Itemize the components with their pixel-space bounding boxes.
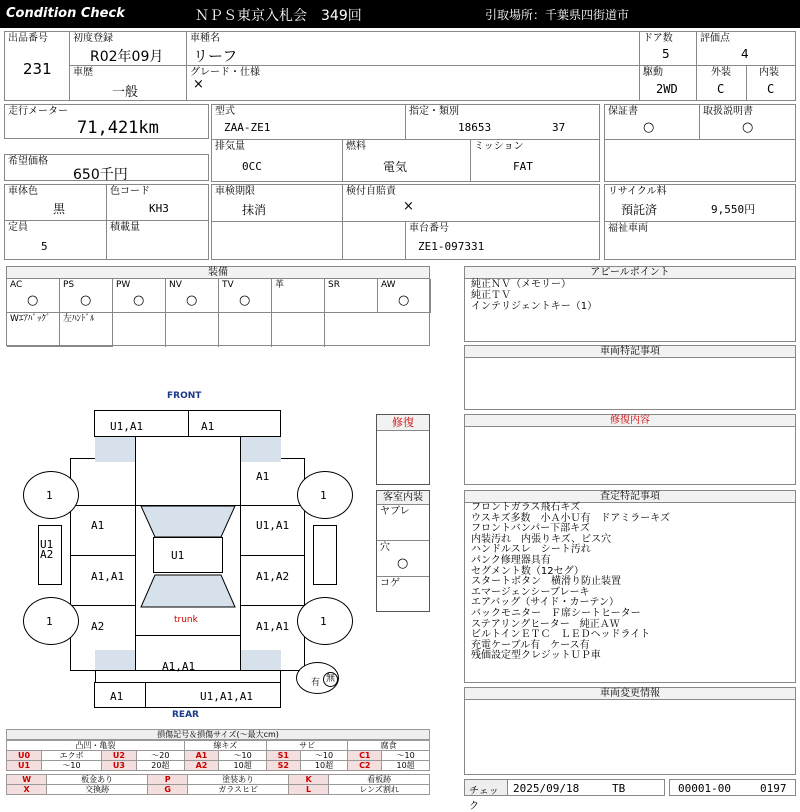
legend-code: G [147, 785, 187, 795]
equipment-item [60, 279, 113, 313]
inspection-note-line: 充電ケーブル有 ケース有 [471, 639, 590, 651]
model-cell [211, 104, 406, 140]
damage-left-sill: U1 A2 [40, 538, 54, 561]
damage-hood: A1 [256, 470, 270, 483]
inspection-note-line: エマージェンシーブレーキ [471, 586, 590, 598]
history-label: 車歴 [73, 67, 93, 78]
insurance-cell [342, 184, 600, 222]
exterior-value: C [717, 82, 725, 96]
odometer-label: 走行メーター [8, 106, 68, 117]
code1: 00001-00 [678, 782, 731, 795]
interior-item [377, 541, 429, 577]
equipment-item-mark: ○ [133, 293, 145, 308]
equipment-item [166, 279, 219, 313]
damage-left-front-door: A1,A1 [91, 570, 125, 583]
equipment-item-mark: ○ [239, 293, 251, 308]
legend-desc: 看板跡 [329, 775, 430, 785]
interior-item-label: コゲ [380, 578, 400, 589]
car-name-cell [186, 31, 640, 66]
legend-desc: レンズ割れ [329, 785, 430, 795]
damage-trunk-lid: A1,A1 [162, 660, 196, 673]
model-label: 型式 [215, 106, 235, 117]
interior-label: 内装 [759, 67, 779, 78]
inspection-notes-lines [471, 503, 670, 662]
equipment-item-label: NV [169, 280, 182, 290]
grade-label: グレード・仕様 [190, 67, 260, 78]
legend-group: 腐食 [348, 741, 430, 751]
damage-front-bumper-left: U1,A1 [110, 420, 144, 433]
rating-cell [696, 31, 796, 66]
inspection-note-line: ハンドルスレ シート汚れ [471, 544, 591, 556]
legend-code: L [288, 785, 328, 795]
damage-tire-fr: 1 [320, 489, 327, 502]
equipment-item [7, 279, 60, 313]
odometer-value: 71,421km [77, 118, 159, 138]
equipment-empty-cell [272, 313, 325, 347]
appeal-lines [471, 279, 597, 312]
manual-label: 取扱説明書 [703, 106, 753, 117]
inspection-note-line: 内装汚れ 内張りキズ、ビス穴 [471, 533, 612, 545]
equipment-item-label: AW [381, 280, 396, 290]
code-cell [669, 779, 796, 796]
grade-cell [186, 65, 640, 101]
appeal-line: インテリジェントキー（1） [471, 301, 598, 312]
legend-desc: 10超 [219, 761, 267, 771]
header-bar [0, 0, 800, 28]
equipment-empty-cell [113, 313, 166, 347]
inspection-note-line: ステアリングヒーター 純正ＡＷ [471, 618, 620, 630]
warranty-cell [604, 104, 700, 140]
legend-desc: 〜10 [300, 751, 348, 761]
legend-code: U1 [7, 761, 42, 771]
appeal-section [464, 266, 796, 342]
car-name-value: リーフ [193, 47, 238, 65]
check-label: チェック [469, 786, 499, 812]
inspection-note-line: ビルトインＥＴＣ ＬＥＤヘッドライト [471, 629, 651, 641]
first-registration-cell [69, 31, 187, 66]
appeal-line: 純正ＴＶ [471, 290, 511, 301]
color-code-cell [106, 184, 209, 221]
legend-code: C2 [348, 761, 382, 771]
load-capacity-cell [106, 220, 209, 260]
equipment-item-label: 革 [275, 280, 285, 290]
recycle-status: 預託済 [621, 203, 658, 217]
drive-cell [639, 65, 697, 101]
body-color-cell [4, 184, 107, 221]
displacement-cell [211, 139, 343, 182]
damage-right-rear-door: A1,A1 [256, 620, 290, 633]
equipment-item-mark: ○ [27, 293, 39, 308]
equipment-item-label: PW [116, 280, 131, 290]
car-damage-diagram [0, 385, 375, 725]
capacity-value: 5 [41, 240, 48, 253]
legend-desc: 〜10 [42, 761, 102, 771]
equipment-item-label: SR [328, 280, 340, 290]
recycle-amount: 9,550円 [711, 203, 756, 216]
damage-tire-rr: 1 [320, 615, 327, 628]
check-date-cell [507, 779, 665, 796]
lot-number-value: 231 [23, 60, 52, 78]
check-date: 2025/09/18 [513, 782, 580, 795]
fuel-cell [342, 139, 471, 182]
interior-item-label: ヤブレ [380, 506, 410, 517]
manual-cell [699, 104, 796, 140]
inspection-note-line: ウスキズ多数 小Ａ小Ｕ有 ドアミラーキズ [471, 512, 670, 524]
equipment-item-label: AC [10, 280, 23, 290]
fuel-value: 電気 [383, 160, 408, 174]
interior-box-title: 客室内装 [377, 491, 429, 505]
damage-legend [6, 729, 430, 795]
type-designation-cell [405, 104, 600, 140]
damage-tire-rl: 1 [46, 615, 53, 628]
damage-tire-fl: 1 [46, 489, 53, 502]
lot-number-cell [4, 31, 70, 101]
lot-number-label: 出品番号 [8, 33, 48, 44]
special-notes-title: 車両特記事項 [465, 346, 795, 358]
equipment-item [378, 279, 431, 313]
rear-label: REAR [172, 710, 199, 720]
first-registration-label: 初度登録 [73, 33, 113, 44]
equipment-item [325, 279, 378, 313]
damage-left-rear-door: A2 [91, 620, 105, 633]
capacity-cell [4, 220, 107, 260]
inspection-note-line: 残価設定型クレジットＵＰ車 [471, 650, 601, 662]
interior-item [377, 505, 429, 541]
legend-desc: 10超 [300, 761, 348, 771]
inspection-note-line: パンク修理器具有 [471, 554, 551, 566]
damage-front-bumper-right: A1 [201, 420, 215, 433]
check-staff: TB [612, 782, 626, 795]
equipment-item-mark: ○ [186, 293, 198, 308]
first-registration-value: R02年09月 [90, 49, 164, 65]
fuel-label: 燃料 [346, 141, 366, 152]
legend-desc: 10超 [382, 761, 430, 771]
equipment-empty-cell [378, 313, 431, 347]
interior-box [376, 490, 430, 612]
blank-cell-7 [342, 221, 406, 260]
special-notes-section [464, 345, 796, 410]
legend-desc: エクボ [42, 751, 102, 761]
legend-code: C1 [348, 751, 382, 761]
type-designation-value2: 37 [552, 121, 566, 134]
header-left-title: Condition Check [6, 6, 125, 21]
damage-rear-bumper-right: U1,A1,A1 [200, 690, 253, 703]
equipment-item-label: TV [222, 280, 234, 290]
price-value: 650千円 [73, 167, 128, 183]
model-value: ZAA-ZE1 [224, 121, 271, 134]
equipment-empty-cell [166, 313, 219, 347]
legend-desc: 〜10 [382, 751, 430, 761]
trunk-label: trunk [174, 615, 198, 625]
legend-group: 凸凹・亀裂 [7, 741, 185, 751]
history-cell [69, 65, 187, 101]
legend-code: W [7, 775, 47, 785]
equipment-title: 装備 [7, 267, 429, 279]
doors-value: 5 [662, 47, 670, 61]
legend-desc: 板金あり [47, 775, 148, 785]
damage-roof: U1 [171, 549, 185, 562]
appeal-line: 純正ＮＶ（メモリー） [471, 279, 571, 290]
legend-code: X [7, 785, 47, 795]
body-color-value: 黒 [53, 202, 66, 216]
displacement-label: 排気量 [215, 141, 245, 152]
repair-history-section [464, 414, 796, 485]
body-color-label: 車体色 [8, 186, 38, 197]
load-capacity-label: 積載量 [110, 222, 140, 233]
right-taillight [241, 650, 281, 670]
welfare-cell [604, 221, 796, 260]
blank-cell-6 [211, 221, 343, 260]
rating-label: 評価点 [700, 33, 730, 44]
chassis-number-value: ZE1-097331 [418, 240, 485, 253]
legend-code: A1 [184, 751, 219, 761]
warranty-label: 保証書 [608, 106, 638, 117]
damage-right-front-door: A1,A2 [256, 570, 290, 583]
equipment-item [7, 313, 60, 347]
inspection-notes-title: 査定特記事項 [465, 491, 795, 503]
inspection-notes-section [464, 490, 796, 683]
drive-label: 駆動 [643, 67, 663, 78]
appeal-title: アピールポイント [465, 267, 795, 279]
changes-section [464, 687, 796, 775]
legend-code: U3 [101, 761, 136, 771]
inspection-note-line: スタートボタン 横滑り防止装置 [471, 576, 621, 588]
interior-value: C [767, 82, 775, 96]
spare-tire-label: 有 [311, 678, 321, 688]
chassis-number-cell [405, 221, 600, 260]
damage-rear-bumper-left: A1 [110, 690, 124, 703]
header-center-title: ＮＰＳ東京入札会 349回 [195, 8, 362, 24]
type-designation-label: 指定・類別 [409, 106, 459, 117]
inspection-note-line: エアバッグ（サイド・カーテン） [471, 597, 619, 609]
repair-box-title: 修復 [377, 415, 429, 431]
equipment-item [113, 279, 166, 313]
manual-value: ○ [742, 120, 754, 135]
repair-box [376, 414, 430, 485]
legend-code: K [288, 775, 328, 785]
rating-value: 4 [741, 47, 749, 61]
legend-table [6, 740, 430, 771]
code2: 0197 [760, 782, 787, 795]
interior-item-label: 穴 [380, 542, 390, 553]
chassis-number-label: 車台番号 [409, 223, 449, 234]
interior-item-mark: ○ [397, 556, 409, 571]
legend-title: 損傷記号＆損傷サイズ(〜最大cm) [6, 729, 430, 740]
mission-label: ミッション [474, 141, 524, 152]
right-sill [313, 525, 337, 585]
mission-cell [470, 139, 600, 182]
warranty-value: ○ [643, 120, 655, 135]
insurance-value: × [403, 199, 414, 214]
equipment-item-mark: ○ [80, 293, 92, 308]
equipment-item-label: Wｴｱﾊﾞｯｸﾞ [10, 314, 51, 324]
changes-title: 車両変更情報 [465, 688, 795, 700]
grade-value: × [193, 77, 204, 92]
legend-desc: ガラスヒビ [188, 785, 289, 795]
type-designation-value1: 18653 [458, 121, 492, 134]
legend-desc: 〜10 [219, 751, 267, 761]
legend-code: U2 [101, 751, 136, 761]
damage-right-front-fender: U1,A1 [256, 519, 290, 532]
repair-history-title: 修復内容 [465, 415, 795, 427]
legend-desc: 〜20 [136, 751, 184, 761]
inspection-note-line: フロントガラス飛石キズ [471, 502, 581, 513]
front-label: FRONT [167, 391, 202, 401]
legend-code: U0 [7, 751, 42, 761]
price-cell [4, 154, 209, 181]
right-blank-cell [604, 139, 796, 182]
legend-group: サビ [266, 741, 347, 751]
recycle-label: リサイクル料 [608, 186, 667, 197]
inspection-date-label: 車検期限 [215, 186, 255, 197]
recycle-cell [604, 184, 796, 222]
legend-table-bottom [6, 774, 430, 795]
exterior-cell [696, 65, 747, 101]
color-code-label: 色コード [110, 186, 150, 197]
price-label: 希望価格 [8, 156, 48, 167]
inspection-note-line: フロントバンパー下部キズ [471, 523, 590, 535]
capacity-label: 定員 [8, 222, 28, 233]
right-headlight [241, 437, 281, 462]
welfare-label: 福祉車両 [608, 223, 648, 234]
history-value: 一般 [112, 85, 139, 100]
equipment-item-mark: ○ [398, 293, 410, 308]
color-code-value: KH3 [149, 202, 169, 215]
legend-desc: 交換跡 [47, 785, 148, 795]
spare-tire-mark: 無 [323, 672, 338, 687]
equipment-item [60, 313, 113, 347]
equipment-empty-cell [219, 313, 272, 347]
interior-item [377, 577, 429, 611]
equipment-item-label: 左ﾊﾝﾄﾞﾙ [63, 314, 95, 324]
insurance-label: 検付自賠責 [346, 186, 396, 197]
equipment-empty-cell [325, 313, 378, 347]
legend-code: P [147, 775, 187, 785]
left-taillight [95, 650, 135, 670]
equipment-section [6, 266, 430, 346]
left-headlight [95, 437, 135, 462]
inspection-date-value: 抹消 [242, 203, 267, 217]
doors-label: ドア数 [643, 33, 673, 44]
doors-cell [639, 31, 697, 66]
displacement-value: 0CC [242, 160, 262, 173]
equipment-item [272, 279, 325, 313]
legend-desc: 塗装あり [188, 775, 289, 785]
legend-code: A2 [184, 761, 219, 771]
roof-panel [153, 537, 223, 573]
car-name-label: 車種名 [190, 33, 220, 44]
inspection-date-cell [211, 184, 343, 222]
interior-cell [746, 65, 796, 101]
pickup-location: 引取場所：千葉県四街道市 [485, 8, 630, 22]
equipment-item-label: PS [63, 280, 75, 290]
check-label-cell [464, 779, 508, 812]
drive-value: 2WD [656, 82, 678, 96]
damage-left-front-fender: A1 [91, 519, 105, 532]
mission-value: FAT [513, 160, 533, 173]
legend-desc: 20超 [136, 761, 184, 771]
equipment-item [219, 279, 272, 313]
legend-group: 線キズ [184, 741, 266, 751]
legend-code: S1 [266, 751, 300, 761]
odometer-cell [4, 104, 209, 139]
inspection-note-line: バックモニター Ｆ席シートヒーター [471, 607, 641, 619]
legend-code: S2 [266, 761, 300, 771]
inspection-note-line: セグメント数（12セグ） [471, 565, 584, 577]
exterior-label: 外装 [711, 67, 731, 78]
